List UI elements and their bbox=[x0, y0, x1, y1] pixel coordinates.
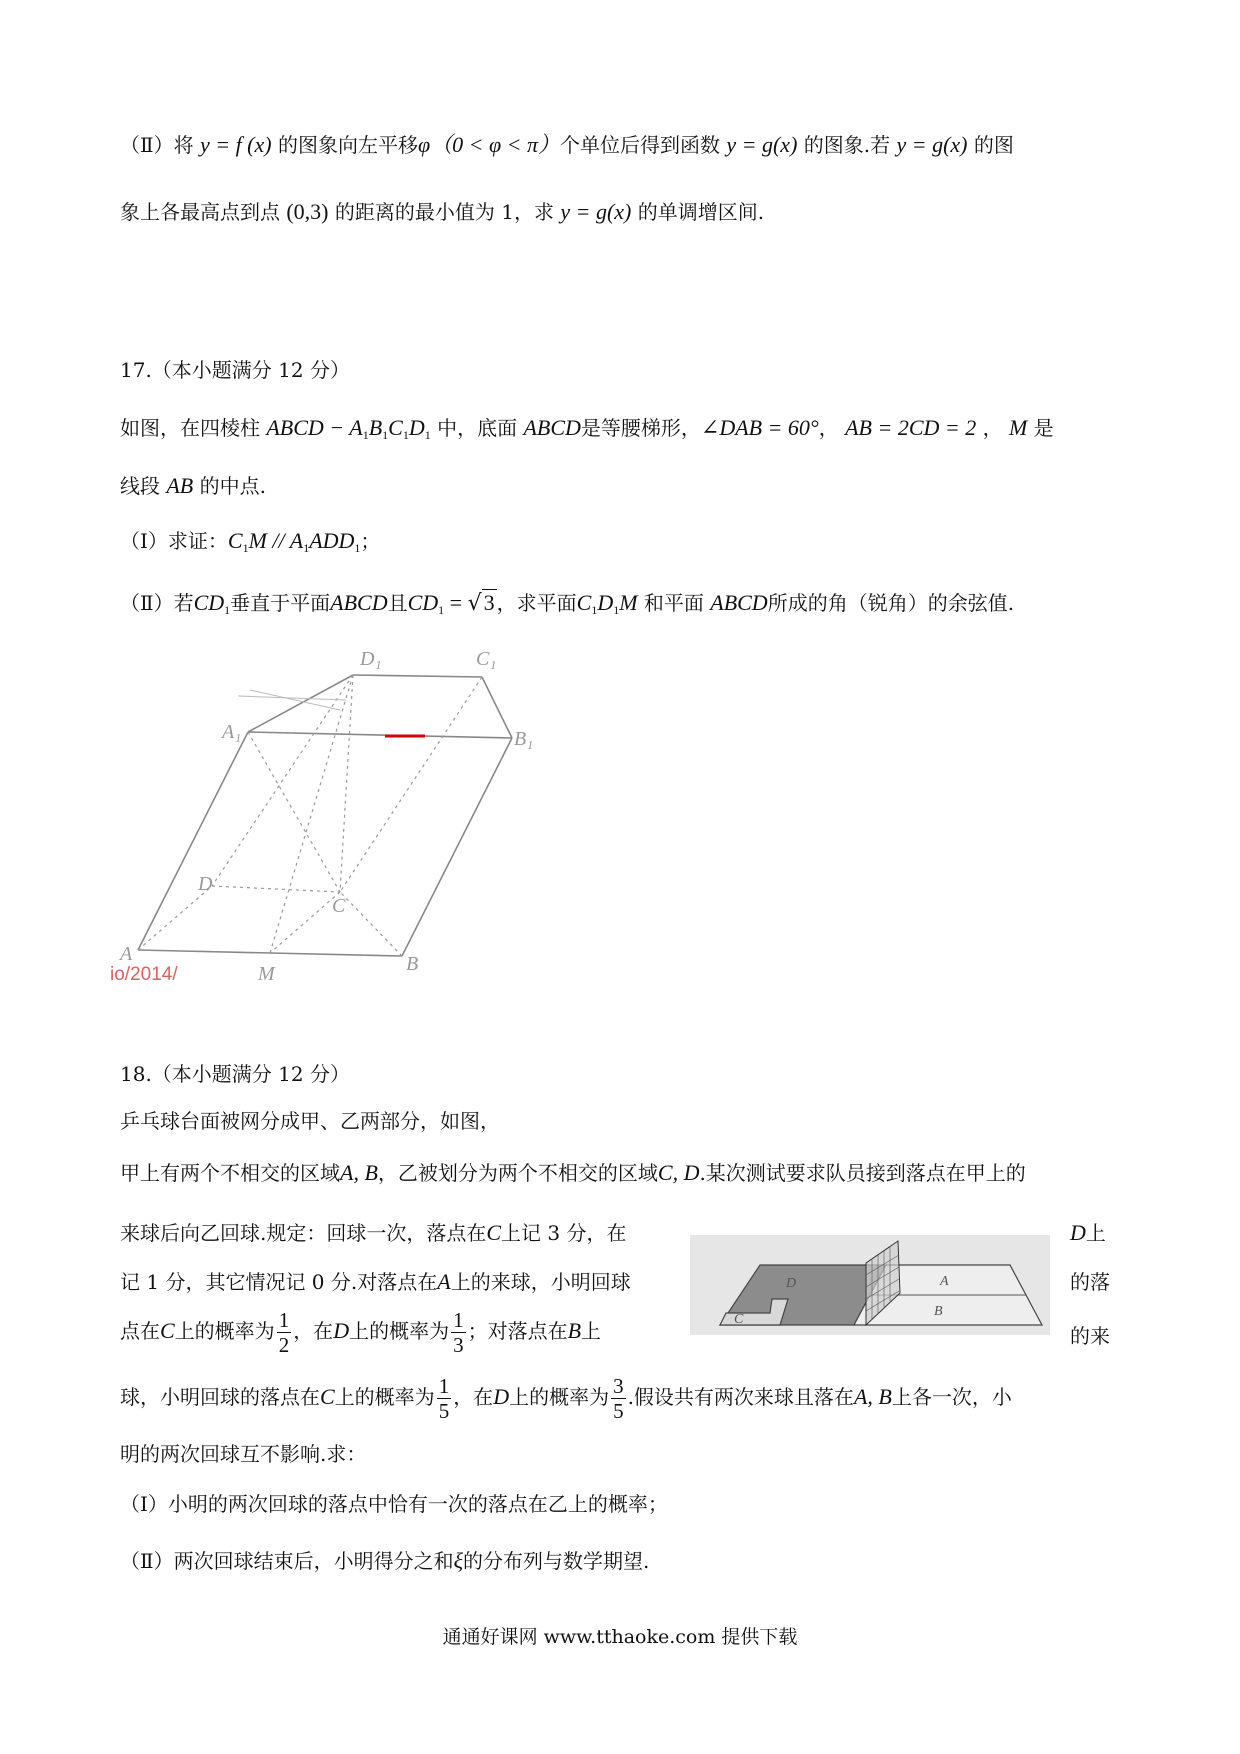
q18-part1: （Ⅰ）小明的两次回球的落点中恰有一次的落点在乙上的概率； bbox=[120, 1492, 668, 1516]
prism-figure bbox=[110, 640, 570, 990]
watermark: io/2014/ bbox=[110, 964, 178, 985]
q18-line5-right: 的来 bbox=[1070, 1324, 1110, 1348]
q18-line4: 记 1 分，其它情况记 0 分.对落点在A上的来球，小明回球 bbox=[120, 1269, 631, 1294]
region-C-label: C bbox=[734, 1312, 744, 1327]
q18-line4-right: 的落 bbox=[1070, 1270, 1110, 1294]
label-A1: A₁ bbox=[222, 721, 242, 743]
table-tennis-figure bbox=[690, 1235, 1050, 1335]
q18-header: 18.（本小题满分 12 分） bbox=[120, 1062, 350, 1086]
q17-header: 17.（本小题满分 12 分） bbox=[120, 358, 350, 382]
label-C1: C₁ bbox=[476, 648, 497, 670]
q18-part2: （Ⅱ）两次回球结束后，小明得分之和ξ的分布列与数学期望. bbox=[120, 1548, 650, 1573]
q18-line7: 明的两次回球互不影响.求： bbox=[120, 1442, 367, 1466]
q16-part2-line2: 象上各最高点到点 (0,3) 的距离的最小值为 1，求 y = g(x) 的单调增区间. bbox=[120, 199, 765, 224]
q18-line3-right: D上 bbox=[1070, 1220, 1106, 1245]
page-footer: 通通好课网 www.tthaoke.com 提供下载 bbox=[442, 1626, 798, 1648]
label-A: A bbox=[120, 943, 133, 965]
q18-line6: 球，小明回球的落点在C上的概率为 $\frac{1}{5}$ ，在D上的概率为 $\frac{3}{5}$ .假设共有两次来球且落在A, B上各一次，小 bbox=[120, 1374, 1012, 1423]
label-M: M bbox=[258, 963, 275, 985]
label-B1: B₁ bbox=[514, 728, 534, 750]
label-D: D bbox=[198, 873, 213, 895]
q18-line1: 乒乓球台面被网分成甲、乙两部分，如图， bbox=[120, 1109, 500, 1133]
q17-line1: 如图，在四棱柱 ABCD − $A_1B_1C_1D_1$ 中，底面 ABCD是等腰梯形，∠DAB = 60°， AB = 2CD = 2 ， M 是 bbox=[120, 415, 1054, 442]
region-B-label: B bbox=[934, 1304, 943, 1319]
region-A-label: A bbox=[940, 1274, 949, 1289]
region-D-label: D bbox=[786, 1276, 797, 1291]
label-B: B bbox=[406, 953, 419, 975]
q17-part1: （Ⅰ）求证：$C_1M // A_1ADD_1$； bbox=[120, 528, 381, 555]
label-C: C bbox=[332, 895, 346, 917]
q17-part2: （Ⅱ）若$CD_1$垂直于平面ABCD且$CD_1 = √3$ ，求平面$C_1D_1M$ 和平面 ABCD所成的角（锐角）的余弦值. bbox=[120, 590, 1015, 617]
q18-line5: 点在C上的概率为 $\frac{1}{2}$ ，在D上的概率为 $\frac{1}{3}$ ；对落点在B上 bbox=[120, 1308, 602, 1357]
q16-part2-line1: （Ⅱ）将 y = f (x) 的图象向左平移φ（0 < φ < π）个单位后得到函数 y = g(x) 的图象.若 y = g(x) 的图 bbox=[120, 132, 1014, 157]
q17-line2: 线段 AB 的中点. bbox=[120, 473, 266, 498]
label-D1: D₁ bbox=[360, 648, 382, 670]
q18-line3: 来球后向乙回球.规定：回球一次，落点在C上记 3 分，在 bbox=[120, 1220, 627, 1245]
q18-line2: 甲上有两个不相交的区域A, B，乙被划分为两个不相交的区域C, D.某次测试要求队员接到落点在甲上的 bbox=[120, 1160, 1026, 1185]
